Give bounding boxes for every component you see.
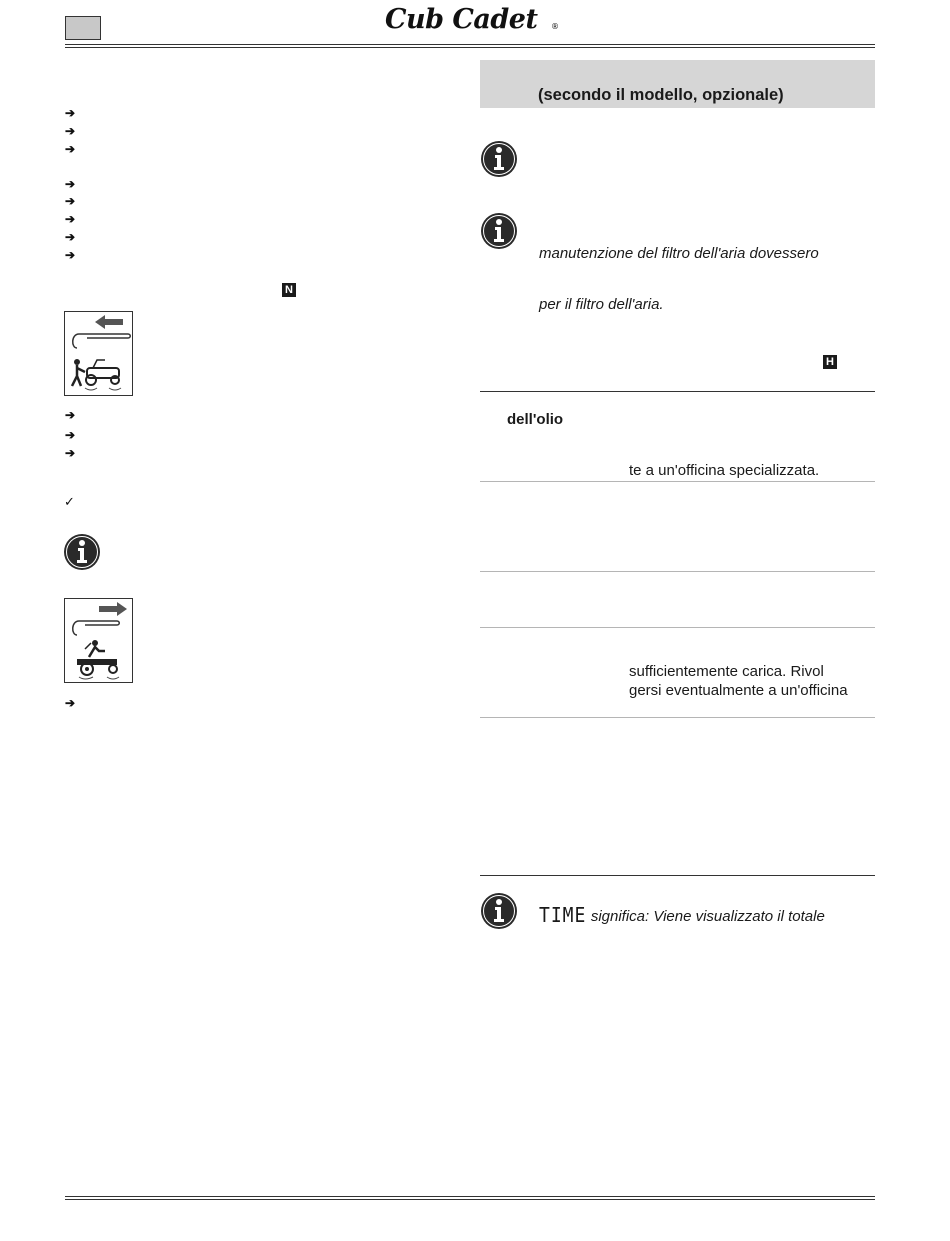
table-divider xyxy=(480,571,875,572)
info-icon xyxy=(480,892,518,930)
info-icon xyxy=(480,140,518,178)
arrow-bullet-icon: ➔ xyxy=(65,212,76,226)
table-divider xyxy=(480,717,875,718)
arrow-bullet-icon: ➔ xyxy=(65,696,76,710)
header-rule-top xyxy=(65,44,875,45)
cub-cadet-logo xyxy=(383,2,563,36)
arrow-bullet-icon: ➔ xyxy=(65,230,76,244)
header-rule-bottom xyxy=(65,47,875,48)
section-divider xyxy=(480,391,875,392)
battery-text-line1: sufficientemente carica. Rivol xyxy=(629,663,824,680)
arrow-bullet-icon: ➔ xyxy=(65,408,76,422)
arrow-bullet-icon: ➔ xyxy=(65,177,76,191)
table-divider xyxy=(480,481,875,482)
arrow-bullet-icon: ➔ xyxy=(65,124,76,138)
info-icon xyxy=(63,533,101,571)
info-icon xyxy=(480,212,518,250)
arrow-bullet-icon: ➔ xyxy=(65,446,76,460)
drive-mower-pictogram xyxy=(64,598,133,683)
check-icon: ✓ xyxy=(64,494,75,509)
svg-text:Cub Cadet: Cub Cadet xyxy=(385,4,538,35)
oil-text: te a un'officina specializzata. xyxy=(629,462,820,479)
arrow-bullet-icon: ➔ xyxy=(65,142,76,156)
footer-rule-top xyxy=(65,1196,875,1197)
table-divider xyxy=(480,627,875,628)
svg-text:®: ® xyxy=(551,22,559,31)
arrow-bullet-icon: ➔ xyxy=(65,106,76,120)
push-mower-pictogram xyxy=(64,311,133,396)
time-note-text: significa: Viene visualizzato il totale xyxy=(590,908,825,925)
time-lcd-display: TIME xyxy=(539,903,587,928)
time-note xyxy=(539,905,825,926)
banner-title: (secondo il modello, opzionale) xyxy=(538,86,784,104)
air-filter-note-line1: manutenzione del filtro dell'aria dovessero xyxy=(539,245,819,262)
arrow-bullet-icon: ➔ xyxy=(65,248,76,262)
neutral-n-badge: N xyxy=(282,283,296,297)
arrow-bullet-icon: ➔ xyxy=(65,428,76,442)
arrow-bullet-icon: ➔ xyxy=(65,194,76,208)
battery-text-line2: gersi eventualmente a un'officina xyxy=(629,682,848,699)
h-badge: H xyxy=(823,355,837,369)
air-filter-note-line2: per il filtro dell'aria. xyxy=(539,296,664,313)
footer-rule-bottom xyxy=(65,1199,875,1200)
oil-label: dell'olio xyxy=(507,411,564,428)
page-number-box xyxy=(65,16,101,40)
section-divider xyxy=(480,875,875,876)
